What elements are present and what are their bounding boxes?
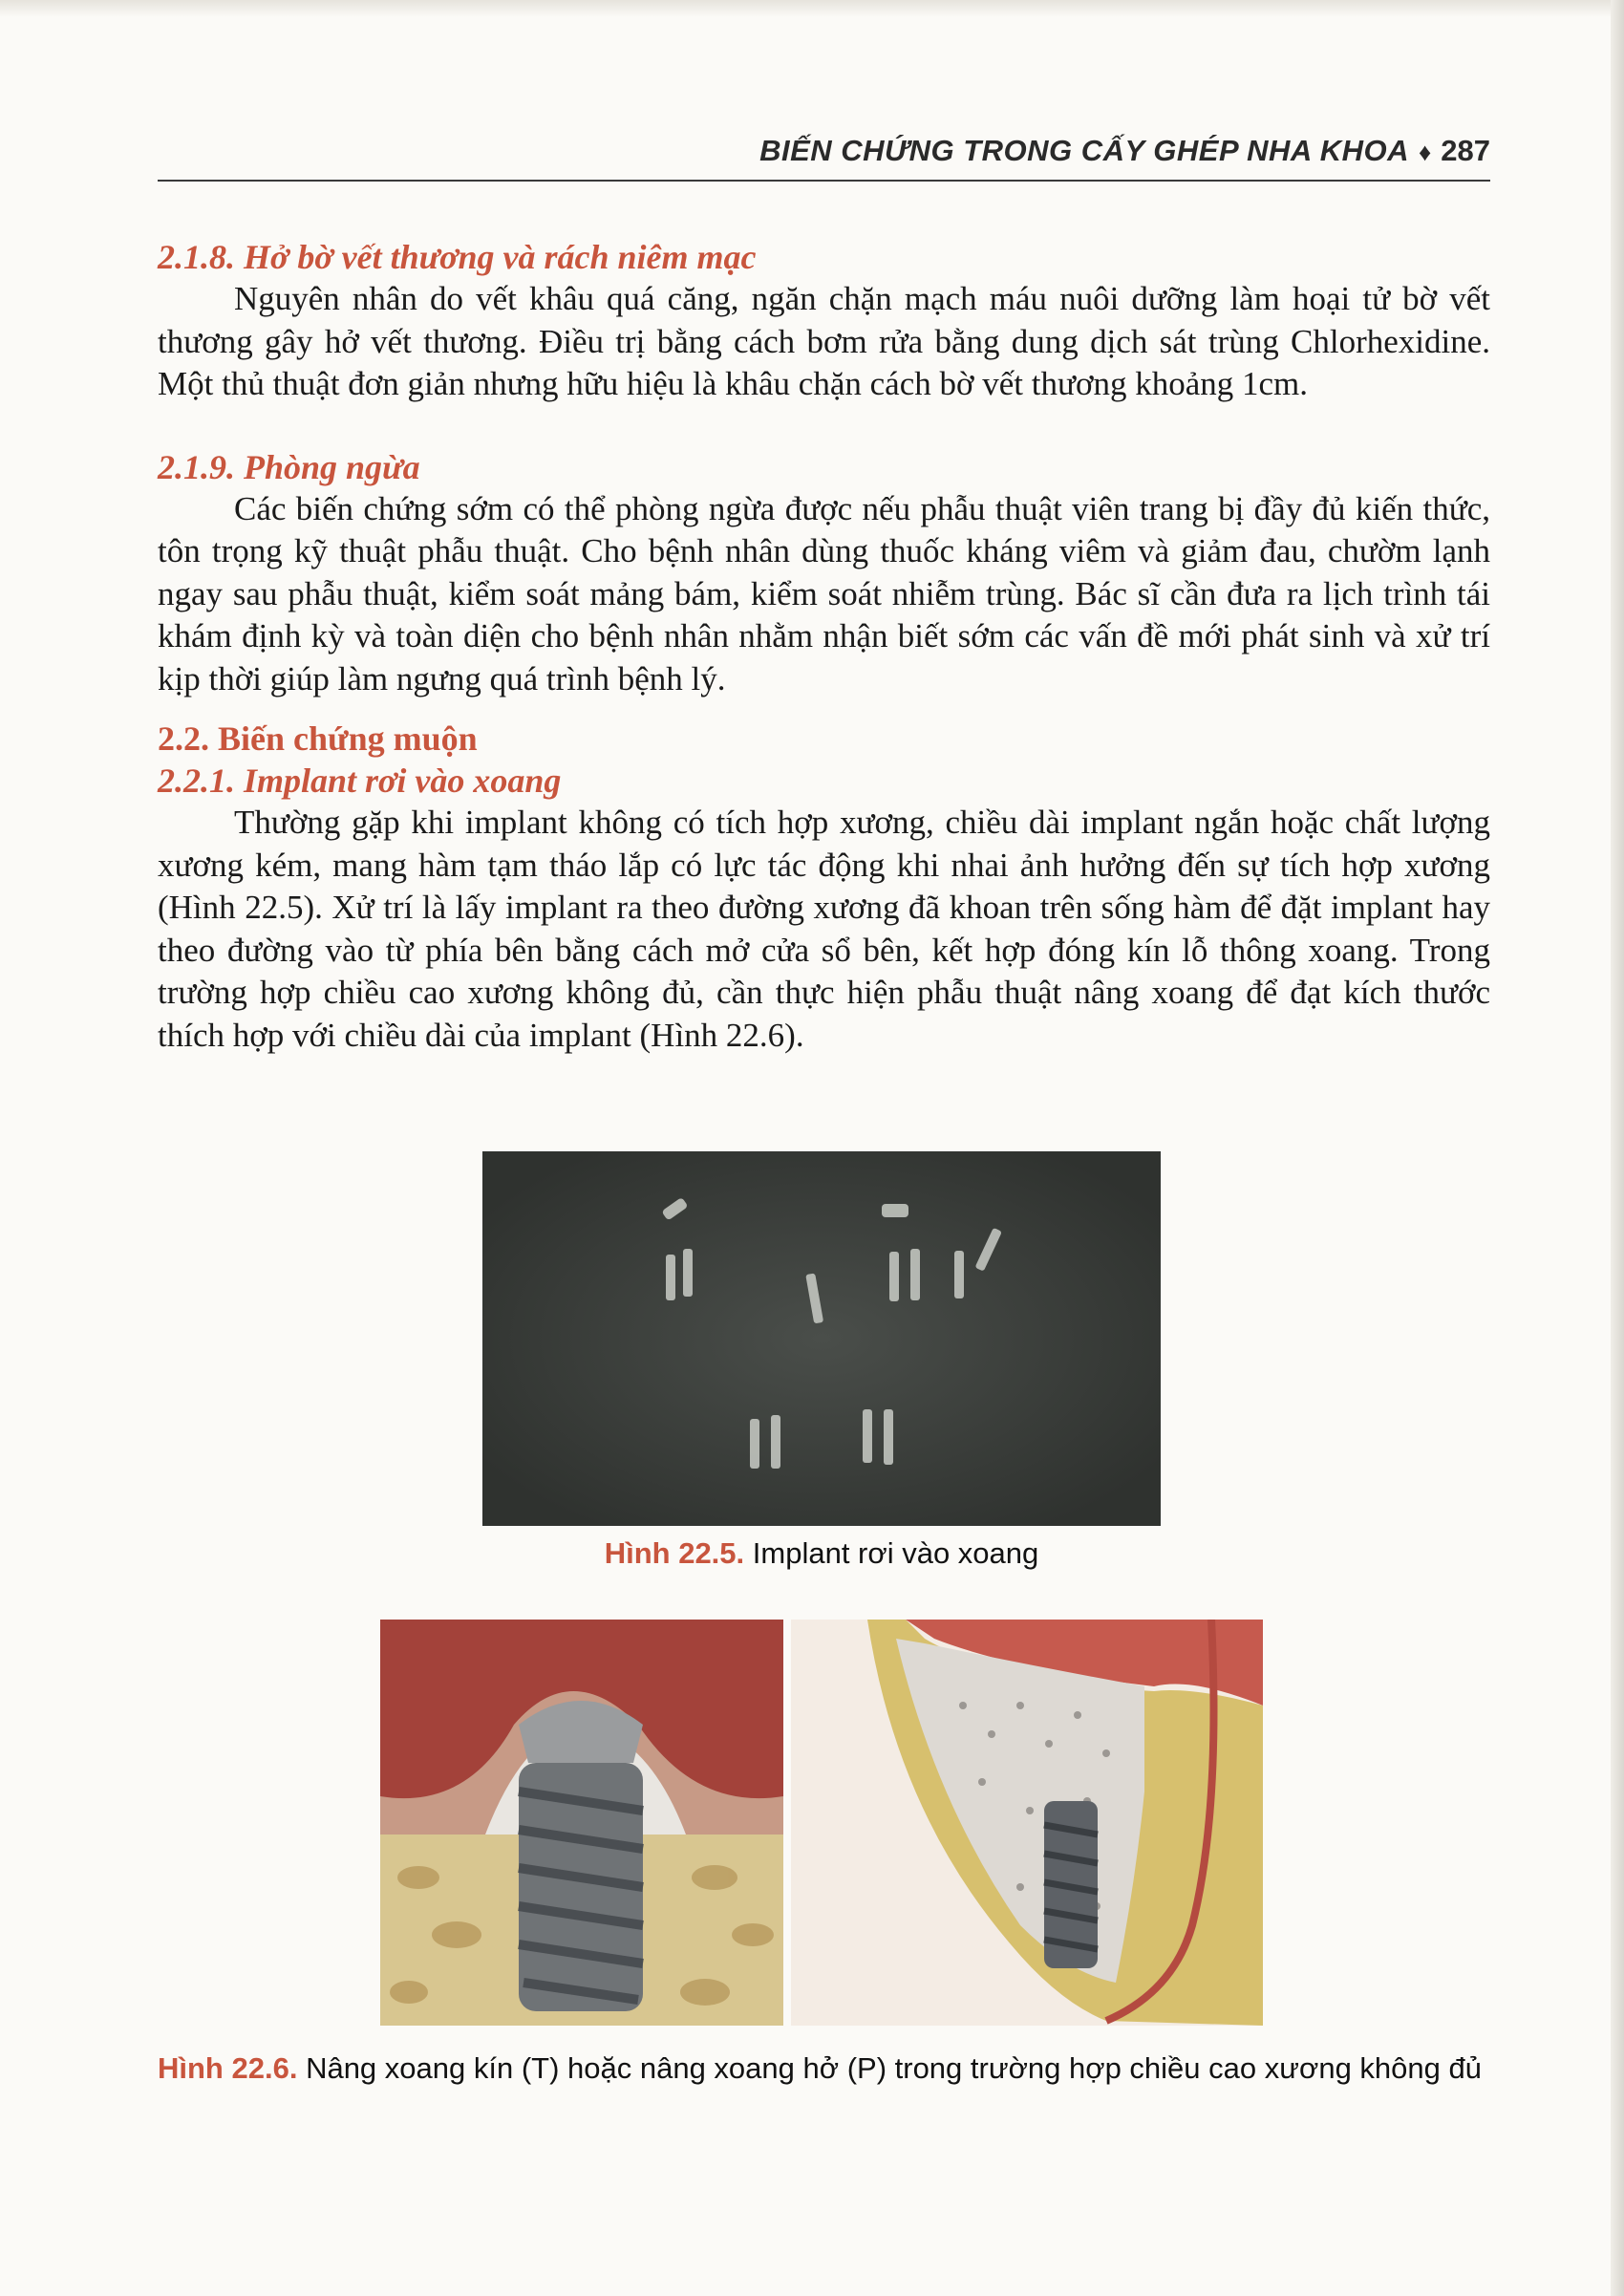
header-title: BIẾN CHỨNG TRONG CẤY GHÉP NHA KHOA [759,134,1409,167]
main-content [158,236,1490,1057]
page-number: 287 [1441,134,1490,167]
figure-22-6-caption [158,2049,1490,2088]
heading-2-2: 2.2. Biến chứng muộn [158,719,478,758]
figure-22-5-label: Hình 22.5. [604,1536,745,1570]
heading-2-2-1: 2.2.1. Implant rơi vào xoang [158,762,562,800]
spacer [158,700,1490,718]
paragraph-2-2-1: Thường gặp khi implant không có tích hợp xương, chiều dài implant ngắn hoặc chất lượng xương kém, mang hàm tạm tháo lắp có lực tác động khi nhai ảnh hưởng đến sự tích hợp xương (Hình 22.5). Xử trí là lấy implant ra theo đường xương đã khoan trên sống hàm để đặt implant hay theo đường vào từ phía bên bằng cách mở cửa sổ bên, kết hợp đóng kín lỗ thông xoang. Trong trường hợp chiều cao xương không đủ, cần thực hiện phẫu thuật nâng xoang để đạt kích thước thích hợp với chiều dài của implant (Hình 22.6). [158,804,1490,1054]
xray-image [482,1151,1161,1526]
open-sinus-lift-illustration [791,1620,1263,2026]
figure-22-6-label: Hình 22.6. [158,2051,298,2085]
figure-22-5-caption [482,1536,1161,1571]
scan-edge-top [0,0,1624,17]
closed-sinus-lift-drawing [380,1620,783,2026]
spacer [158,406,1490,446]
running-header [158,134,1490,182]
diamond-icon: ♦ [1418,139,1432,166]
xray-illustration [482,1151,1161,1526]
figure-22-6-text: Nâng xoang kín (T) hoặc nâng xoang hở (P) trong trường hợp chiều cao xương không đủ [306,2051,1482,2085]
heading-2-1-8: 2.1.8. Hở bờ vết thương và rách niêm mạc [158,238,757,276]
scan-edge-right [1611,0,1624,2296]
open-sinus-lift-drawing [791,1620,1263,2026]
heading-2-1-9: 2.1.9. Phòng ngừa [158,447,420,486]
paragraph-2-1-9: Các biến chứng sớm có thể phòng ngừa được nếu phẫu thuật viên trang bị đầy đủ kiến thức, tôn trọng kỹ thuật phẫu thuật. Cho bệnh nhân dùng thuốc kháng viêm và giảm đau, chườm lạnh ngay sau phẫu thuật, kiểm soát mảng bám, kiểm soát nhiễm trùng. Bác sĩ cần đưa ra lịch trình tái khám định kỳ và toàn diện cho bệnh nhân nhằm nhận biết sớm các vấn đề mới phát sinh và xử trí kịp thời giúp làm ngưng quá trình bệnh lý. [158,489,1490,697]
closed-sinus-lift-illustration [380,1620,783,2026]
figure-22-5-text: Implant rơi vào xoang [752,1536,1039,1570]
paragraph-2-1-8: Nguyên nhân do vết khâu quá căng, ngăn chặn mạch máu nuôi dưỡng làm hoại tử bờ vết thương gây hở vết thương. Điều trị bằng cách bơm rửa bằng dung dịch sát trùng Chlorhexidine. Một thủ thuật đơn giản nhưng hữu hiệu là khâu chặn cách bờ vết thương khoảng 1cm. [158,280,1490,402]
